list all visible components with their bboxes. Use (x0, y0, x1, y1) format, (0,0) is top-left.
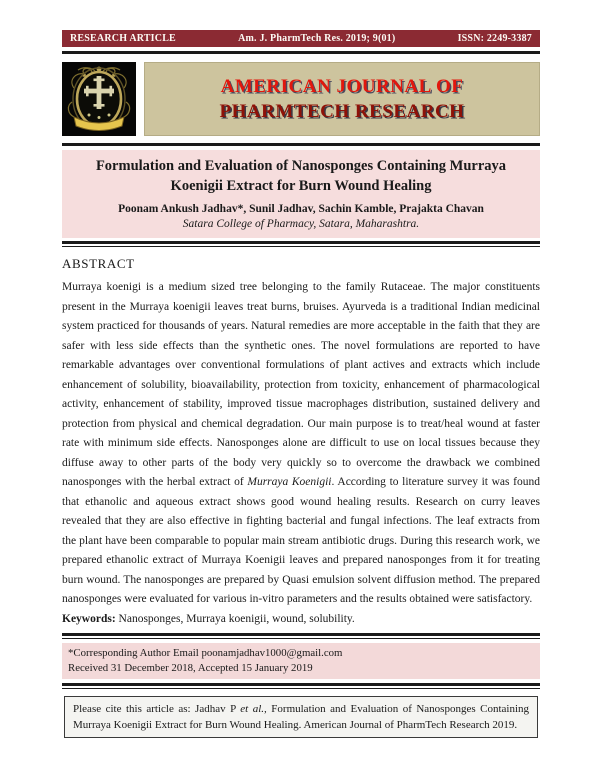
divider-double-rule-citation (62, 683, 540, 689)
journal-crest-icon (62, 62, 136, 136)
affiliation: Satara College of Pharmacy, Satara, Maharashtra. (182, 218, 420, 230)
divider-double-rule-correspondence (62, 633, 540, 639)
divider-rule-top (62, 51, 540, 54)
divider-rule-banner (62, 143, 540, 146)
citation-box (64, 696, 538, 738)
journal-name-line1: AMERICAN JOURNAL OF (220, 76, 464, 97)
issn-label: ISSN: 2249-3387 (457, 33, 532, 44)
citation-et-al: et al., (240, 703, 267, 715)
keywords-text: Nanosponges, Murraya koenigii, wound, solubility. (115, 612, 355, 625)
corresponding-author-email: *Corresponding Author Email poonamjadhav1000@gmail.com (68, 647, 343, 659)
abstract-species-name: Murraya Koenigii (247, 476, 332, 488)
keywords-line (62, 610, 540, 630)
journal-banner (62, 62, 540, 136)
journal-header-bar (62, 30, 540, 47)
author-list: Poonam Ankush Jadhav*, Sunil Jadhav, Sachin Kamble, Prajakta Chavan (118, 203, 484, 215)
abstract-text-part1: Murraya koenigi is a medium sized tree belonging to the family Rutaceae. The major constituents present in the Murraya koenigii leaves treat burns, bruises. Ayurveda is a traditional Indian medicinal system practiced for thousands of years. Natural remedies are more acceptable in the faith that they are safer with less side effects than the synthetic ones. The novel formulations are reported to have remarkable advantages over conventional formulations of plant actives and extracts which include enhancement of solubility, bioavailability, protection from toxicity, enhancement of pharmacological activity, enhancement of stability, improved tissue macrophages distribution, sustained delivery and protection from physical and chemical degradation. Our main purpose is to treat/heal wound at faster rate with minimum side effects. Nanosponges alone are difficult to use on local tissues because they diffuse away to other parts of the body very quickly so to overcome the drawback we combined nanosponges with the herbal extract of (62, 281, 540, 488)
received-accepted-dates: Received 31 December 2018, Accepted 15 January 2019 (68, 662, 313, 674)
article-title-block (62, 150, 540, 238)
abstract-paragraph (62, 278, 540, 610)
keywords-label: Keywords: (62, 612, 116, 625)
journal-name-line2: PHARMTECH RESEARCH (219, 101, 465, 122)
abstract-text-part2: . According to literature survey it was found that ethanolic and aqueous extract shows good wound healing results. Research on curry leaves revealed that they are also effective in fighting bacterial and fungal infections. The leaf extracts from the plant have been comparable to popular main stream antibiotic drugs. During this research work, we prepared ethanolic extract of Murraya Koenigii leaves and prepared nanosponges from it for treating burn wound. The nanosponges are prepared by Quasi emulsion solvent diffusion method. The prepared nanosponges were evaluated for various in-vitro parameters and the results obtained were satisfactory. (62, 476, 540, 605)
citation-text-part2: Formulation and Evaluation of Nanosponges Containing Murraya Koenigii Extract for Burn Wound Healing. American Journal of PharmTech Research 2019. (73, 703, 530, 731)
divider-double-rule-abstract (62, 241, 540, 247)
journal-name-banner (144, 62, 540, 136)
correspondence-box (62, 643, 540, 679)
article-type-label: RESEARCH ARTICLE (70, 33, 176, 44)
citation-text-part1: Please cite this article as: Jadhav P (73, 703, 241, 715)
abstract-heading: ABSTRACT (62, 256, 135, 271)
article-title: Formulation and Evaluation of Nanosponges Containing Murraya Koenigii Extract for Burn Wound Healing (95, 158, 507, 194)
journal-reference: Am. J. PharmTech Res. 2019; 9(01) (238, 33, 396, 44)
